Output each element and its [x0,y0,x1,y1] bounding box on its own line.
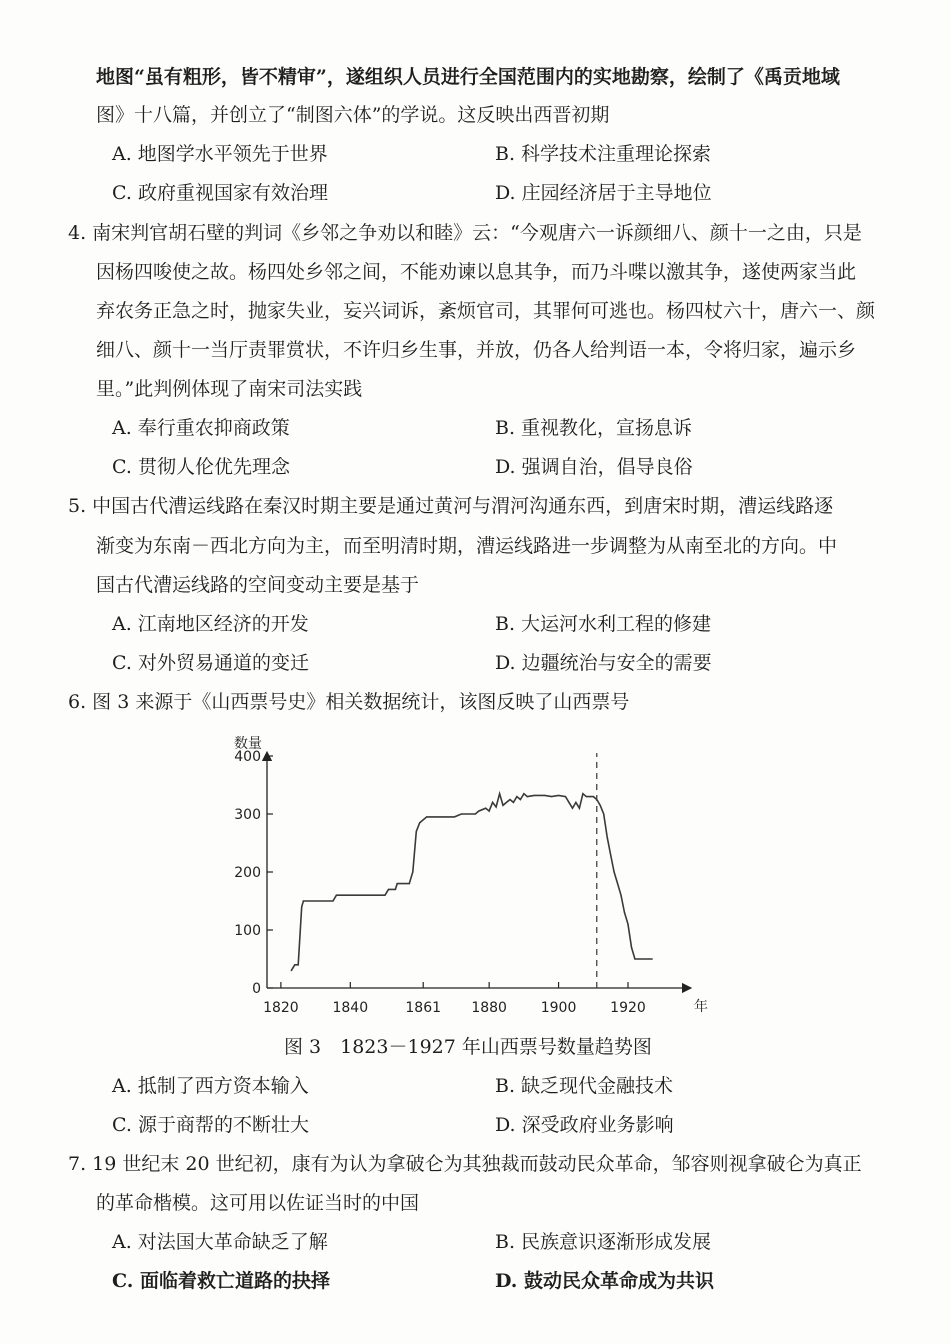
data-point [384,895,385,896]
q7-option-c[interactable]: C. 面临着救亡道路的抉择 [112,1270,331,1292]
data-point [478,811,479,812]
y-tick-label: 200 [234,865,261,881]
data-point [645,958,646,959]
data-point [600,805,601,806]
y-tick-label: 0 [252,981,261,997]
data-point [410,877,411,878]
data-point [489,811,490,812]
data-point [336,895,337,896]
q4-option-a[interactable]: A. 奉行重农抑商政策 [112,417,290,439]
data-point [624,912,625,913]
data-point [475,813,476,814]
data-point [568,802,569,803]
data-point [332,900,333,901]
q5-stem-line-2: 渐变为东南－西北方向为主，而至明清时期，漕运线路进一步调整为从南至北的方向。中 [96,535,838,557]
data-point [579,808,580,809]
data-point [506,802,507,803]
q4-stem-line-5: 里。”此判例体现了南宋司法实践 [96,378,363,400]
q7-stem-line-2: 的革命楷模。这可用以佐证当时的中国 [96,1192,420,1214]
y-tick-label: 100 [234,923,261,939]
data-point [634,958,635,959]
data-point [485,808,486,809]
data-point [409,883,410,884]
data-point [520,799,521,800]
data-point [589,796,590,797]
y-tick-label: 400 [234,749,261,765]
q4-option-d[interactable]: D. 强调自治，倡导良俗 [495,456,693,478]
data-point [291,970,292,971]
data-point [509,799,510,800]
data-point [534,795,535,796]
q7-option-d[interactable]: D. 鼓动民众革命成为共识 [495,1270,715,1292]
data-point [593,796,594,797]
data-point [558,795,559,796]
data-point [572,808,573,809]
data-point [614,871,615,872]
data-point [582,793,583,794]
data-point [495,806,496,807]
data-point [607,837,608,838]
data-point [502,805,503,806]
x-tick-label: 1920 [610,1000,646,1016]
data-point [516,796,517,797]
chart-xlabel: 年 [694,999,708,1015]
data-point [388,889,389,890]
q4-stem-line-4: 细八、颜十一当厅责罪赏状，不许归乡生事，并放，仍各人给判语一本，令将归家，遍示乡 [96,339,857,361]
q4-stem-line-3: 弃农务正急之时，抛家失业，妄兴词诉，紊烦官司，其罪何可逃也。杨四杖六十，唐六一、颜 [96,300,876,322]
q6-stem-line-1: 6. 图 3 来源于《山西票号史》相关数据统计，该图反映了山西票号 [68,691,630,713]
q3-option-c[interactable]: C. 政府重视国家有效治理 [112,182,328,204]
data-point [499,793,500,794]
q6-option-a[interactable]: A. 抵制了西方资本输入 [112,1075,309,1097]
q4-option-c[interactable]: C. 贯彻人伦优先理念 [112,456,290,478]
data-point [631,947,632,948]
data-point [565,796,566,797]
q3-option-a[interactable]: A. 地图学水平领先于世界 [112,143,328,165]
data-point [620,895,621,896]
data-point [397,883,398,884]
data-point [610,854,611,855]
q7-stem-line-1: 7. 19 世纪末 20 世纪初，康有为认为拿破仑为其独裁而鼓动民众革命，邹容则视拿破仑为真正 [68,1153,862,1175]
data-point [648,958,649,959]
q5-option-d[interactable]: D. 边疆统治与安全的需要 [495,652,712,674]
chart-series-line [291,794,652,971]
data-point [303,900,304,901]
q5-stem-line-3: 国古代漕运线路的空间变动主要是基于 [96,574,420,596]
data-point [395,889,396,890]
q6-option-b[interactable]: B. 缺乏现代金融技术 [495,1075,674,1097]
q4-stem-line-1: 4. 南宋判官胡石壁的判词《乡邻之争劝以和睦》云：“今观唐六一诉颜细八、颜十一之由，只是 [68,222,862,244]
x-tick-label: 1880 [471,1000,507,1016]
data-point [461,813,462,814]
data-point [298,964,299,965]
x-tick-label: 1900 [540,1000,577,1016]
q6-option-d[interactable]: D. 深受政府业务影响 [495,1114,674,1136]
data-point [301,906,302,907]
q3-text-line-2: 图》十八篇，并创立了“制图六体”的学说。这反映出西晋初期 [96,104,610,126]
q3-option-b[interactable]: B. 科学技术注重理论探索 [495,143,712,165]
data-point [575,802,576,803]
data-point [544,795,545,796]
q5-option-c[interactable]: C. 对外贸易通道的变迁 [112,652,309,674]
q5-option-a[interactable]: A. 江南地区经济的开发 [112,613,309,635]
data-point [652,958,653,959]
data-point [596,799,597,800]
data-point [527,796,528,797]
q7-option-a[interactable]: A. 对法国大革命缺乏了解 [112,1231,328,1253]
x-tick-label: 1840 [332,1000,369,1016]
data-point [492,802,493,803]
data-point [617,883,618,884]
q3-text-line-1: 地图“虽有粗形，皆不精审”，遂组织人员进行全国范围内的实地勘察，绘制了《禹贡地域 [96,66,840,88]
data-point [551,796,552,797]
q5-stem-line-1: 5. 中国古代漕运线路在秦汉时期主要是通过黄河与渭河沟通东西，到唐宋时期，漕运线路逐 [68,495,834,517]
q3-option-d[interactable]: D. 庄园经济居于主导地位 [495,182,712,204]
chart-ylabel: 数量 [234,736,262,752]
data-point [454,816,455,817]
data-point [412,871,413,872]
data-point [416,831,417,832]
data-point [586,796,587,797]
chart-caption: 图 3 1823－1927 年山西票号数量趋势图 [284,1036,652,1058]
data-point [513,802,514,803]
y-tick-label: 300 [234,807,261,823]
data-point [294,964,295,965]
data-point [627,924,628,925]
data-point [426,816,427,817]
x-tick-label: 1861 [405,1000,442,1016]
q4-stem-line-2: 因杨四唆使之故。杨四处乡邻之间，不能劝谏以息其争，而乃斗喋以激其争，遂使两家当此 [96,261,857,283]
data-point [641,958,642,959]
data-point [419,822,420,823]
data-point [523,793,524,794]
q5-option-b[interactable]: B. 大运河水利工程的修建 [495,613,712,635]
data-point [638,958,639,959]
q6-option-c[interactable]: C. 源于商帮的不断壮大 [112,1114,309,1136]
shanxi-piaohao-chart [222,728,722,1028]
q4-option-b[interactable]: B. 重视教化，宣扬息诉 [495,417,693,439]
q7-option-b[interactable]: B. 民族意识逐渐形成发展 [495,1231,712,1253]
data-point [603,813,604,814]
x-tick-label: 1820 [263,1000,299,1016]
